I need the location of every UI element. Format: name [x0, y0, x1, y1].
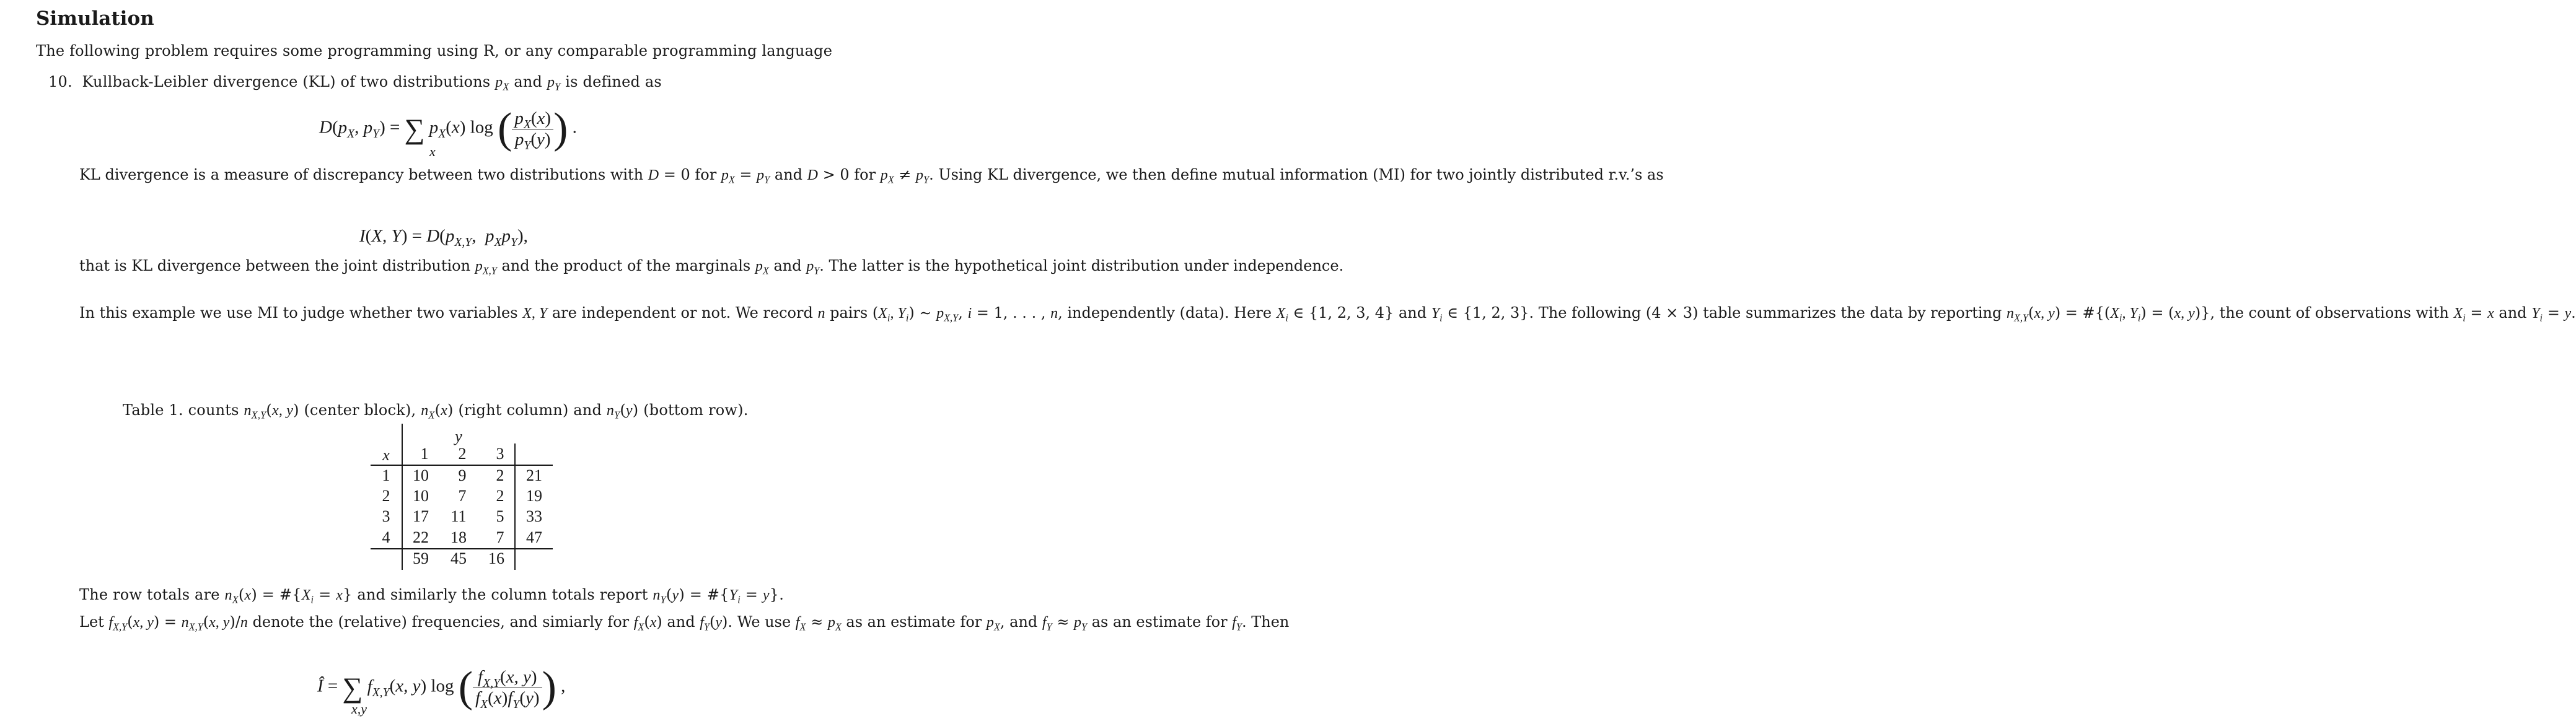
sum-index-xy: x,y — [351, 701, 367, 717]
row-label: 4 — [382, 528, 390, 546]
table-cell: 5 — [496, 507, 504, 525]
kl-para-text-1: KL divergence is a measure of discrepancy between two distributions with — [79, 166, 644, 183]
totals-text-b: and similarly the column totals report — [357, 586, 648, 603]
row-total: 33 — [526, 507, 542, 525]
example-text-2b: , independently (data). Here — [1058, 304, 1272, 321]
let-text-d: . We — [728, 613, 760, 631]
col-total: 59 — [413, 549, 429, 567]
sum-index-x: x — [429, 144, 436, 159]
table-cell: 10 — [413, 487, 429, 505]
table-cell: 7 — [458, 487, 467, 505]
let-text-a: Let — [79, 613, 104, 631]
row-label: 3 — [382, 507, 390, 525]
table-caption: Table 1. counts $n_{X,Y}(x$, y) (center block), $n_X(x)$ (right column) and $n_Y(y)$ (bottom row). — [123, 401, 749, 421]
joint-text-3: . The latter is the hypothetical joint distribution under independence. — [819, 257, 1344, 274]
col-header: 2 — [458, 445, 467, 463]
example-text-2c: and — [1398, 304, 1427, 321]
joint-paragraph: that is KL divergence between the joint distribution $p_{X,Y}$ and the product of the marginals $p_X$ and $p_Y$. The latter is the hypothetical joint distribution under independence. — [79, 257, 1344, 277]
let-text-b: denote the (relative) frequencies, and simiarly for — [252, 613, 630, 631]
kl-para-text-4: distributed r.v.’s as — [1520, 166, 1664, 183]
row-total: 47 — [526, 528, 542, 546]
example-text-1: In this example we use MI to judge whether two variables — [79, 304, 518, 321]
joint-text-2: and the product of the marginals — [501, 257, 751, 274]
totals-line: The row totals are $n_X(x)$ = $\#\{X_i = x\}$ and similarly the column totals report $n_Y(y)$ = $\#\{Y_i = y\}$. — [79, 586, 785, 606]
section-title: Simulation — [36, 7, 154, 30]
problem-number: 10. — [48, 73, 73, 90]
mi-equation: I(X, $Y) = D(p_{X,Y}$, $p_Xp_Y$), — [359, 226, 528, 249]
example-text-2a: pairs — [830, 304, 868, 321]
intro-text: The following problem requires some programming using R, or any comparable programming language — [36, 42, 833, 59]
col-header: 1 — [420, 445, 429, 463]
let-paragraph: Let $f_{X,Y}(x$, $y) = n_{X,Y}(x$, y)/n denote the (relative) frequencies, and simiarly for $f_X(x)$ and $f_Y(y)$. We use $f_X \approx p_X$ as an estimate for $p_X$, and $f_Y \approx p_Y$ as an estimate for $f_Y$. Then — [79, 613, 1290, 633]
table-x-label: x — [382, 446, 390, 464]
caption-a: Table 1. counts — [123, 401, 239, 419]
table-cell: 9 — [458, 466, 467, 484]
table-cell: 10 — [413, 466, 429, 484]
example-text-4a: of observations with — [2295, 304, 2449, 321]
kl-paragraph: KL divergence is a measure of discrepancy between two distributions with D = 0 for $p_X = p_Y$ and D > 0 for $p_X \ne p_Y$. Using KL divergence, we then define mutual information (MI) for two jointly distributed r.v.’s as — [79, 166, 1664, 186]
kl-equation: $D(p_X$, $p_Y$) = ∑ $p_X(x)$ log ( $\frac{p_X(x)}{p_Y(y)}$ ) . — [319, 105, 577, 152]
example-text-4b: and — [2499, 304, 2527, 321]
caption-b: (center block), — [304, 401, 416, 419]
row-label: 2 — [382, 487, 390, 505]
joint-text-1: that is KL divergence between the joint distribution — [79, 257, 471, 274]
table-cell: 2 — [496, 466, 504, 484]
table-cell: 11 — [451, 507, 467, 525]
caption-d: (bottom row). — [643, 401, 749, 419]
kl-para-text-3: . Using KL divergence, we then define mutual information (MI) for two jointly — [929, 166, 1516, 183]
problem-lead: Kullback-Leibler divergence (KL) of two distributions — [82, 73, 491, 90]
and-word: and — [514, 73, 543, 90]
col-header: 3 — [496, 445, 504, 463]
kl-para-text-2: for — [854, 166, 876, 183]
let-text-c: and — [667, 613, 695, 631]
example-text-1b: are independent or not. We record — [552, 304, 813, 321]
row-total: 21 — [526, 466, 542, 484]
use-text-a: use — [765, 613, 791, 631]
defined-as-text: is defined as — [565, 73, 662, 90]
table-cell: 18 — [451, 528, 467, 546]
example-text-2d: . The — [1529, 304, 1567, 321]
row-total: 19 — [526, 487, 542, 505]
mi-estimate-equation: Î = ∑ $f_{X,Y}(x$, y) log ( $\frac{f_{X,Y}(x, y)}{f_X(x)f_Y(y)}$ ) , — [317, 663, 566, 711]
example-paragraph: In this example we use MI to judge whether two variables X, Y are independent or not. We record n pairs ($X_i$, $Y_i$) ∼ $p_{X,Y}$, i = 1, . . . , n, independently (data). Here $X_i$ ∈ {1, 2, 3, 4} and $Y_i$ ∈ {1, 2, 3}. The following (4 × 3) table summarizes the data by reporting $n_{X,Y}(x$, $y) = \#\{(X_i$, $Y_i) = (x$, y)}, the count of observations with $X_i = x$ and $Y_i = y$. — [79, 304, 2576, 324]
example-text-3b: , the count — [2210, 304, 2292, 321]
table-cell: 2 — [496, 487, 504, 505]
totals-text-a: The row totals are — [79, 586, 220, 603]
row-label: 1 — [382, 466, 390, 484]
problem-line: 10. Kullback-Leibler divergence (KL) of two distributions $p_X$ and $p_Y$ is defined as — [48, 73, 662, 93]
caption-c: (right column) and — [458, 401, 602, 419]
table-cell: 22 — [413, 528, 429, 546]
table-hline-top — [371, 465, 553, 466]
table-cell: 7 — [496, 528, 504, 546]
table-y-label: y — [455, 427, 462, 445]
use-text-e: . Then — [1241, 613, 1290, 631]
use-text-d: as an estimate for — [1091, 613, 1228, 631]
col-total: 45 — [451, 549, 467, 567]
col-total: 16 — [488, 549, 504, 567]
use-text-c: , and — [1000, 613, 1038, 631]
example-text-3a: following (4 × 3) table summarizes the data by reporting — [1572, 304, 2002, 321]
table-cell: 17 — [413, 507, 429, 525]
use-text-b: as an estimate for — [846, 613, 982, 631]
